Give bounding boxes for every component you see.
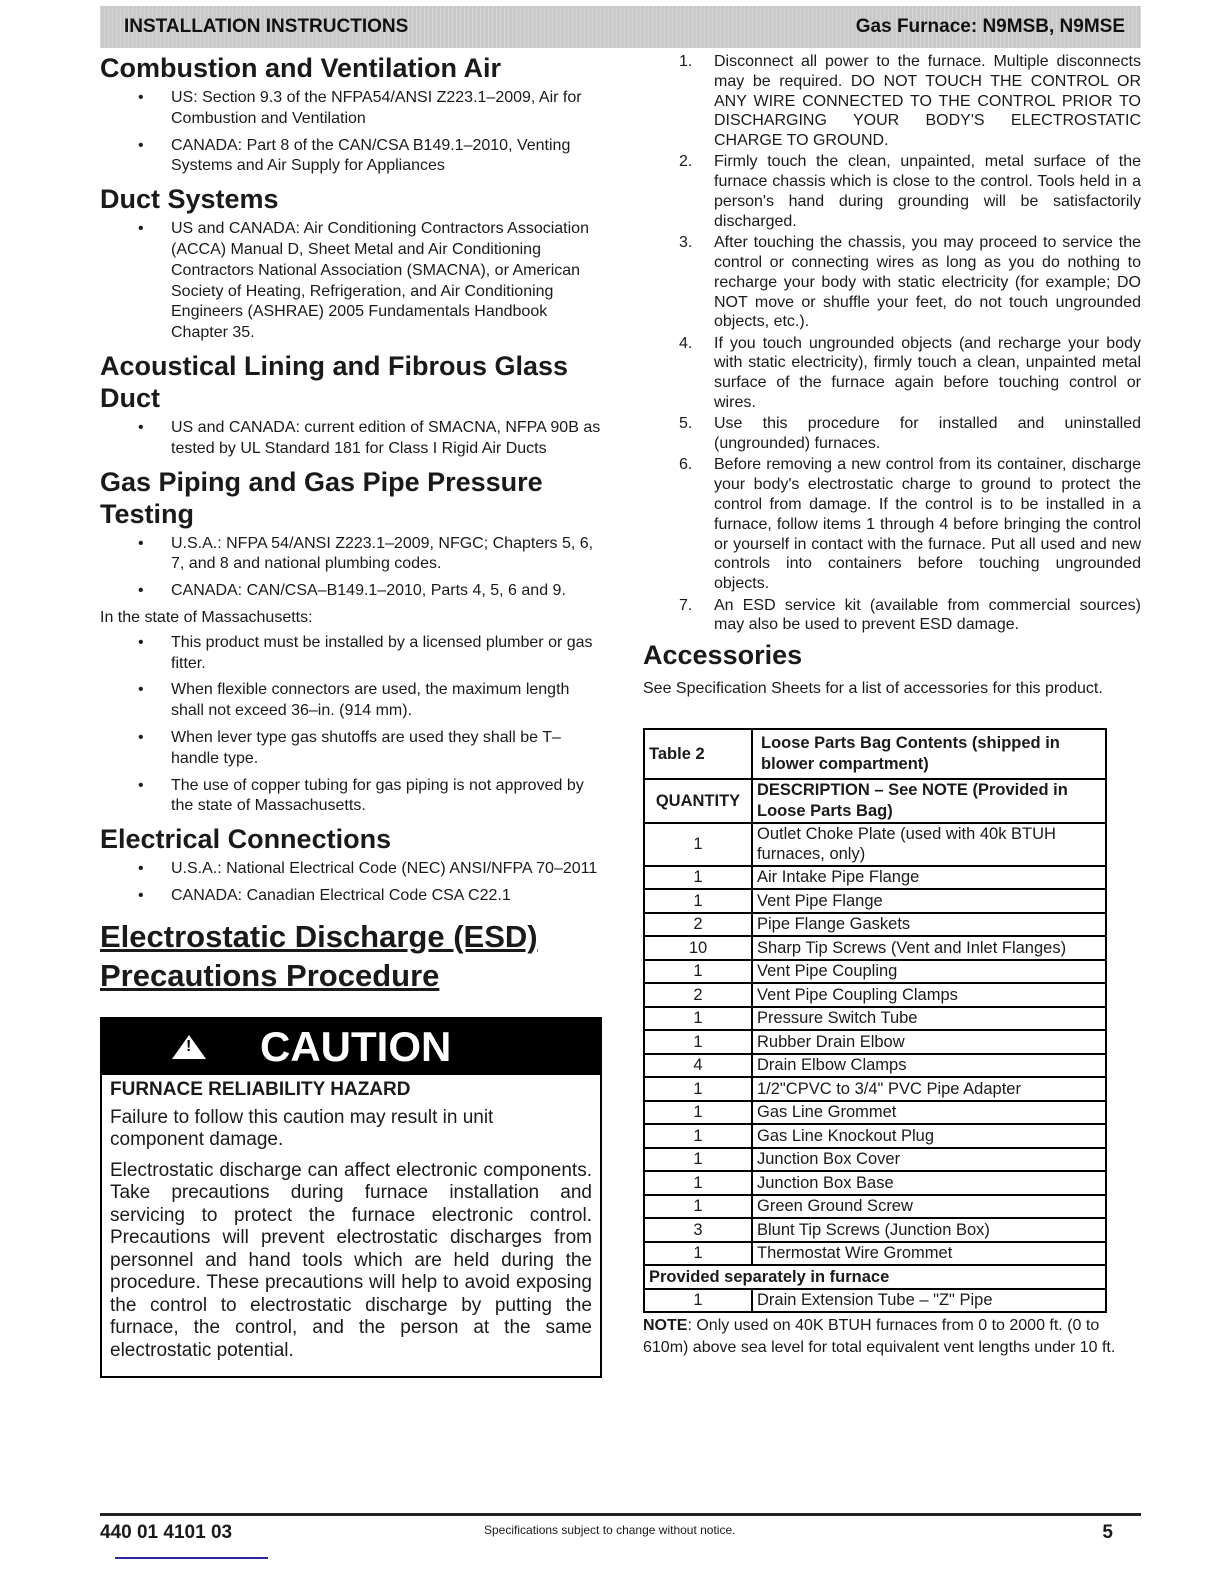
step-text: Use this procedure for installed and uninstalled (ungrounded) furnaces. <box>714 415 1141 453</box>
quantity-cell: 10 <box>644 936 752 960</box>
esd-title <box>100 917 602 995</box>
description-cell: Gas Line Grommet <box>752 1101 1106 1125</box>
table-header-row <box>644 779 1106 823</box>
step-number: 3. <box>679 234 693 252</box>
step-number: 7. <box>679 596 693 614</box>
description-cell: Sharp Tip Screws (Vent and Inlet Flanges) <box>752 936 1106 960</box>
separate-header-row <box>644 1265 1106 1289</box>
quantity-cell: 1 <box>644 866 752 890</box>
step-text: An ESD service kit (available from commercial sources) may also be used to prevent ESD damage. <box>714 596 1141 634</box>
description-cell: Vent Pipe Coupling <box>752 960 1106 984</box>
list-item: • This product must be installed by a licensed plumber or gas fitter. <box>100 633 602 675</box>
list-item: • US: Section 9.3 of the NFPA54/ANSI Z223.1–2009, Air for Combustion and Ventilation <box>100 88 602 130</box>
caution-banner <box>102 1019 600 1075</box>
section-title: Electrical Connections <box>100 824 392 855</box>
section-title: Duct Systems <box>100 184 279 215</box>
step-number: 2. <box>679 153 693 171</box>
caution-label: CAUTION <box>260 1022 452 1070</box>
step-item <box>643 455 1141 594</box>
section-title: Gas Piping and Gas Pipe Pressure Testing <box>100 466 543 529</box>
table-row <box>644 960 1106 984</box>
description-cell: Green Ground Screw <box>752 1195 1106 1219</box>
quantity-cell: 4 <box>644 1054 752 1078</box>
quantity-cell: 2 <box>644 913 752 937</box>
quantity-cell: 1 <box>644 1195 752 1219</box>
table-row <box>644 1030 1106 1054</box>
list-item: • CANADA: CAN/CSA–B149.1–2010, Parts 4, 5, 6 and 9. <box>100 581 602 602</box>
list-item: • U.S.A.: NFPA 54/ANSI Z223.1–2009, NFGC; Chapters 5, 6, 7, and 8 and national plumbing codes. <box>100 534 602 576</box>
step-number: 5. <box>679 415 693 433</box>
quantity-cell: 1 <box>644 1007 752 1031</box>
step-item <box>643 152 1141 231</box>
hazard-title: FURNACE RELIABILITY HAZARD <box>110 1078 411 1100</box>
description-cell: Junction Box Base <box>752 1171 1106 1195</box>
list-item: • CANADA: Canadian Electrical Code CSA C22.1 <box>100 886 602 907</box>
table-row <box>644 1195 1106 1219</box>
table-title-row <box>644 729 1106 779</box>
step-item <box>643 233 1141 332</box>
bullet-list <box>100 88 602 177</box>
caution-text-2: Electrostatic discharge can affect electronic components. Take precautions during furnace installation and servicing to protect the furnace electronic control. Precautions will prevent electrostatic discharges from personnel and hand tools which are held during the procedure. These precautions will help to avoid exposing the control to electrostatic discharge by putting the furnace, the control, and the person at the same electrostatic potential. <box>110 1159 592 1361</box>
quantity-cell: 1 <box>644 1242 752 1266</box>
step-item <box>643 596 1141 636</box>
table-row <box>644 1101 1106 1125</box>
esd-steps-list <box>643 52 1141 635</box>
quantity-cell: 1 <box>644 1101 752 1125</box>
quantity-cell: 1 <box>644 823 752 866</box>
table-row <box>644 1124 1106 1148</box>
description-cell: Air Intake Pipe Flange <box>752 866 1106 890</box>
doc-number: 440 01 4101 03 <box>100 1522 233 1543</box>
section-title: Acoustical Lining and Fibrous Glass Duct <box>100 350 569 413</box>
paragraph: In the state of Massachusetts: <box>100 608 313 626</box>
bullet-list <box>100 633 602 817</box>
quantity-cell: 1 <box>644 1171 752 1195</box>
esd-title-line2: Precautions Procedure <box>100 957 440 993</box>
link-underline <box>115 1557 268 1559</box>
list-item: • When lever type gas shutoffs are used they shall be T–handle type. <box>100 728 602 770</box>
table-row <box>644 823 1106 866</box>
page-header <box>100 6 1141 48</box>
table-row <box>644 936 1106 960</box>
caution-box <box>100 1017 602 1379</box>
step-number: 1. <box>679 53 693 70</box>
header-title: INSTALLATION INSTRUCTIONS <box>124 16 409 37</box>
quantity-cell: 1 <box>644 960 752 984</box>
description-cell: Vent Pipe Coupling Clamps <box>752 983 1106 1007</box>
table-note <box>643 1315 1141 1358</box>
section-title: Combustion and Ventilation Air <box>100 53 502 83</box>
table-row <box>644 1007 1106 1031</box>
quantity-cell: 1 <box>644 1077 752 1101</box>
separate-label: Provided separately in furnace <box>644 1265 1106 1289</box>
description-cell: Vent Pipe Flange <box>752 889 1106 913</box>
description-cell: 1/2"CPVC to 3/4" PVC Pipe Adapter <box>752 1077 1106 1101</box>
table-row <box>644 1148 1106 1172</box>
description-cell: Rubber Drain Elbow <box>752 1030 1106 1054</box>
step-text: Disconnect all power to the furnace. Multiple disconnects may be required. DO NOT TOUCH THE CONTROL OR ANY WIRE CONNECTED TO THE CONTROL PRIOR TO DISCHARGING YOUR BODY'S ELECTROSTATIC CHARGE TO GROUND. <box>714 53 1141 150</box>
list-item: • US and CANADA: Air Conditioning Contractors Association (ACCA) Manual D, Sheet Metal and Air Conditioning Contractors National Association (SMACNA), or American Society of Heating, Refrigeration, and Air Conditioning Engineers (ASHRAE) 2005 Fundamentals Handbook Chapter 35. <box>100 219 602 344</box>
quantity-cell: 1 <box>644 889 752 913</box>
accessories-text: See Specification Sheets for a list of accessories for this product. <box>643 680 1103 698</box>
quantity-cell: 1 <box>644 1124 752 1148</box>
col-description-header: DESCRIPTION – See NOTE (Provided in Loose Parts Bag) <box>752 779 1106 823</box>
quantity-cell: 1 <box>644 1030 752 1054</box>
left-column <box>100 52 602 1378</box>
spec-notice: Specifications subject to change without notice. <box>484 1523 736 1537</box>
bullet-list <box>100 219 602 344</box>
step-number: 6. <box>679 456 693 474</box>
header-model: Gas Furnace: N9MSB, N9MSE <box>855 16 1125 37</box>
esd-title-line1: Electrostatic Discharge (ESD) <box>100 918 538 954</box>
accessories-title: Accessories <box>643 640 803 671</box>
list-item: • US and CANADA: current edition of SMACNA, NFPA 90B as tested by UL Standard 181 for Class I Rigid Air Ducts <box>100 418 602 460</box>
description-cell: Outlet Choke Plate (used with 40k BTUH furnaces, only) <box>752 823 1106 866</box>
table-row <box>644 1218 1106 1242</box>
col-quantity-header: QUANTITY <box>644 779 752 823</box>
table-title: Loose Parts Bag Contents (shipped in blower compartment) <box>752 729 1106 779</box>
description-cell: Thermostat Wire Grommet <box>752 1242 1106 1266</box>
description-cell: Drain Elbow Clamps <box>752 1054 1106 1078</box>
table-row <box>644 1054 1106 1078</box>
list-item: • U.S.A.: National Electrical Code (NEC) ANSI/NFPA 70–2011 <box>100 859 602 880</box>
quantity-cell: 2 <box>644 983 752 1007</box>
quantity-cell: 1 <box>644 1289 752 1313</box>
bullet-list <box>100 534 602 602</box>
step-text: If you touch ungrounded objects (and recharge your body with static electricity), firmly touch a clean, unpainted metal surface of the furnace again before touching control or wires. <box>714 334 1141 412</box>
loose-parts-table <box>643 728 1107 1314</box>
table-row <box>644 889 1106 913</box>
step-text: Firmly touch the clean, unpainted, metal surface of the furnace chassis which is close to the control. Tools held in a person's hand during grounding will be satisfactorily discharged. <box>714 153 1141 230</box>
caution-text-1: Failure to follow this caution may result in unit component damage. <box>110 1106 494 1151</box>
bullet-list <box>100 418 602 460</box>
step-item <box>643 52 1141 151</box>
step-text: After touching the chassis, you may proceed to service the control or connecting wires as long as you do nothing to recharge your body with static electricity (for example; DO NOT move or shuffle your feet, do not touch ungrounded objects, etc.). <box>714 234 1141 331</box>
description-cell: Pressure Switch Tube <box>752 1007 1106 1031</box>
table-row <box>644 983 1106 1007</box>
description-cell: Junction Box Cover <box>752 1148 1106 1172</box>
table-row <box>644 1077 1106 1101</box>
page-number: 5 <box>1102 1522 1113 1543</box>
step-item <box>643 334 1141 413</box>
note-label: NOTE <box>643 1317 688 1335</box>
table-row <box>644 1171 1106 1195</box>
description-cell: Drain Extension Tube – "Z" Pipe <box>752 1289 1106 1313</box>
step-number: 4. <box>679 334 693 352</box>
description-cell: Blunt Tip Screws (Junction Box) <box>752 1218 1106 1242</box>
quantity-cell: 1 <box>644 1148 752 1172</box>
right-column <box>643 52 1141 1358</box>
table-row <box>644 1289 1106 1313</box>
list-item: • The use of copper tubing for gas piping is not approved by the state of Massachusetts. <box>100 776 602 818</box>
table-row <box>644 1242 1106 1266</box>
description-cell: Pipe Flange Gaskets <box>752 913 1106 937</box>
note-text: : Only used on 40K BTUH furnaces from 0 to 2000 ft. (0 to 610m) above sea level for total equivalent vent lengths under 10 ft. <box>643 1317 1116 1356</box>
step-item <box>643 414 1141 454</box>
quantity-cell: 3 <box>644 1218 752 1242</box>
list-item: • When flexible connectors are used, the maximum length shall not exceed 36–in. (914 mm). <box>100 680 602 722</box>
table-row <box>644 866 1106 890</box>
step-text: Before removing a new control from its container, discharge your body's electrostatic charge to ground to protect the control from damage. If the control is to be installed in a furnace, follow items 1 through 4 before bringing the control or yourself in contact with the furnace. Put all used and new controls into containers before touching ungrounded objects. <box>714 456 1141 593</box>
bullet-list <box>100 859 602 907</box>
table-row <box>644 913 1106 937</box>
warning-triangle-icon <box>172 1035 206 1059</box>
page-footer <box>100 1513 1141 1543</box>
table-label: Table 2 <box>644 729 752 779</box>
description-cell: Gas Line Knockout Plug <box>752 1124 1106 1148</box>
list-item: • CANADA: Part 8 of the CAN/CSA B149.1–2010, Venting Systems and Air Supply for Appliances <box>100 136 602 178</box>
